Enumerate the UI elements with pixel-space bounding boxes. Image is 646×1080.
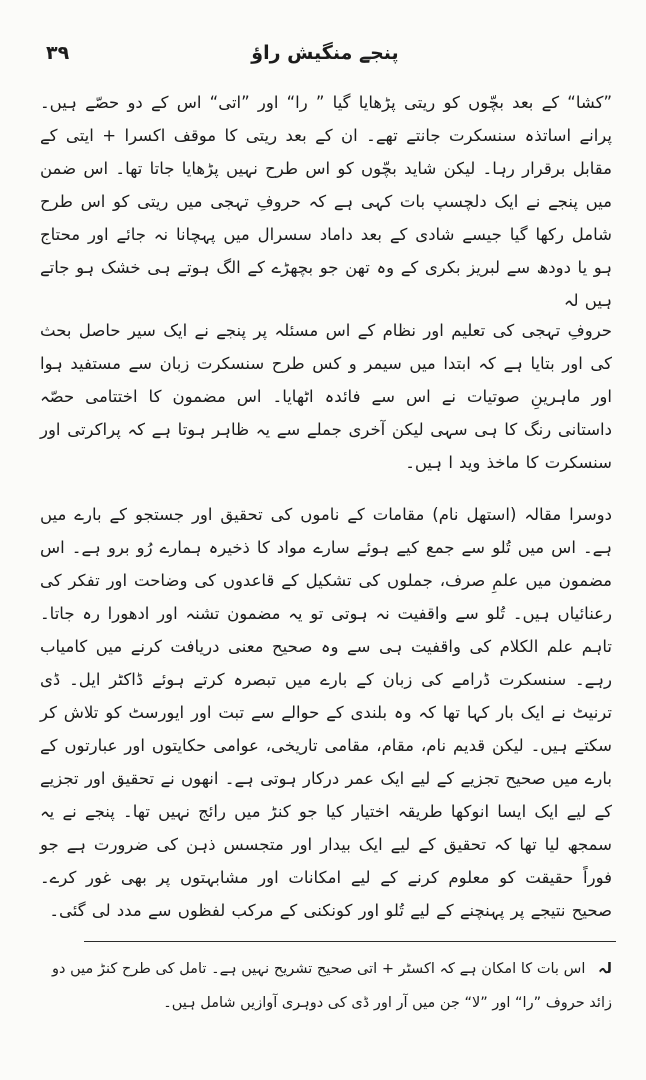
footnote [52, 952, 612, 1020]
page-number: ۳۹ [46, 42, 70, 64]
paragraph-1: ”کشا“ کے بعد بچّوں کو ریتی پڑھایا گیا ” را“ اور ”اتی“ اس کے دو حصّے ہیں۔ پرانے اساتذہ سنسکرت جانتے تھے۔ ان کے بعد ریتی کا موقف اکسرا + ایتی کے مقابل برقرار رہا۔ لیکن شاید بچّوں کو اس طرح نہیں پڑھایا جاتا تھا۔ اس ضمن میں پنجے نے ایک دلچسپ بات کہی ہے کہ حروفِ تہجی میں ریتی کو اس طرح شامل رکھا گیا جیسے شادی کے بعد داماد سسرال میں پہچانا نہ جائے اور محتاج ہو یا دودھ سے لبریز بکری کے وہ تھن جو بچھڑے کے الگ ہوتے ہی خشک ہو جاتے ہیں لہ [40, 93, 612, 310]
paragraph-3: دوسرا مقالہ (استھل نام) مقامات کے ناموں کی تحقیق اور جستجو کے بارے میں ہے۔ اس میں تُلو سے جمع کیے ہوئے سارے مواد کا ذخیرہ ہمارے رُو برو ہے۔ اس مضمون میں علمِ صرف، جملوں کی تشکیل کے قاعدوں کی وضاحت اور تفکر کی رعنائیاں ہیں۔ تُلو سے واقفیت نہ ہوتی تو یہ مضمون تشنہ اور ادھورا رہ جاتا۔ تاہم علم الکلام کی واقفیت ہی سے وہ صحیح معنی دریافت کرنے میں کامیاب رہے۔ سنسکرت ڈرامے کی زبان کے بارے میں تبصرہ کرتے ہوئے ڈاکٹر ایل۔ ڈی ترنیٹ نے ایک بار کہا تھا کہ وہ بلندی کے حوالے سے تبت اور ایورسٹ کو تلاش کر سکتے ہیں۔ لیکن قدیم نام، مقام، مقامی تاریخی، عوامی حکایتوں اور عبارتوں کے بارے میں صحیح تجزیے کے لیے ایک عمر درکار ہوتی ہے۔ انھوں نے تحقیق اور تجزیے کے لیے ایک ایسا انوکھا طریقہ اختیار کیا جو کنڑ میں رائج نہیں تھا۔ پنجے نے یہ سمجھ لیا تھا کہ تحقیق کے لیے ایک بیدار اور متجسس ذہن کی ضرورت ہے جو فوراً حقیقت کو معلوم کرنے کے لیے امکانات اور مشابہتوں پر بھی غور کرے۔ صحیح نتیجے پر پہنچنے کے لیے تُلو اور کونکنی کے مرکب لفظوں سے مدد لی گئی۔ [40, 505, 612, 920]
footnote-text: اس بات کا امکان ہے کہ اکسٹر + اتی صحیح تشریح نہیں ہے۔ تامل کی طرح کنڑ میں دو زائد حروف ”را“ اور ”لا“ جن میں آر اور ڈی کی دوہری آوازیں شامل ہیں۔ [52, 961, 612, 1011]
page-header [0, 38, 646, 74]
footnote-marker: لہ [598, 961, 613, 977]
running-head: پنجے منگیش راؤ [251, 42, 399, 64]
footnote-divider [84, 941, 616, 942]
paragraph-2: حروفِ تہجی کی تعلیم اور نظام کے اس مسئلہ پر پنجے نے ایک سیر حاصل بحث کی اور بتایا ہے کہ ابتدا میں سیمر و کس طرح سنسکرت زبان سے مستفید ہوا اور ماہرینِ صوتیات نے اس سے فائدہ اٹھایا۔ اس مضمون کا اختتامی حصّہ داستانی رنگ کا ہی سہی لیکن آخری جملے سے یہ ظاہر ہوتا ہے کہ پراکرتی اور سنسکرت کا ماخذ وید ا ہیں۔ [40, 321, 612, 472]
